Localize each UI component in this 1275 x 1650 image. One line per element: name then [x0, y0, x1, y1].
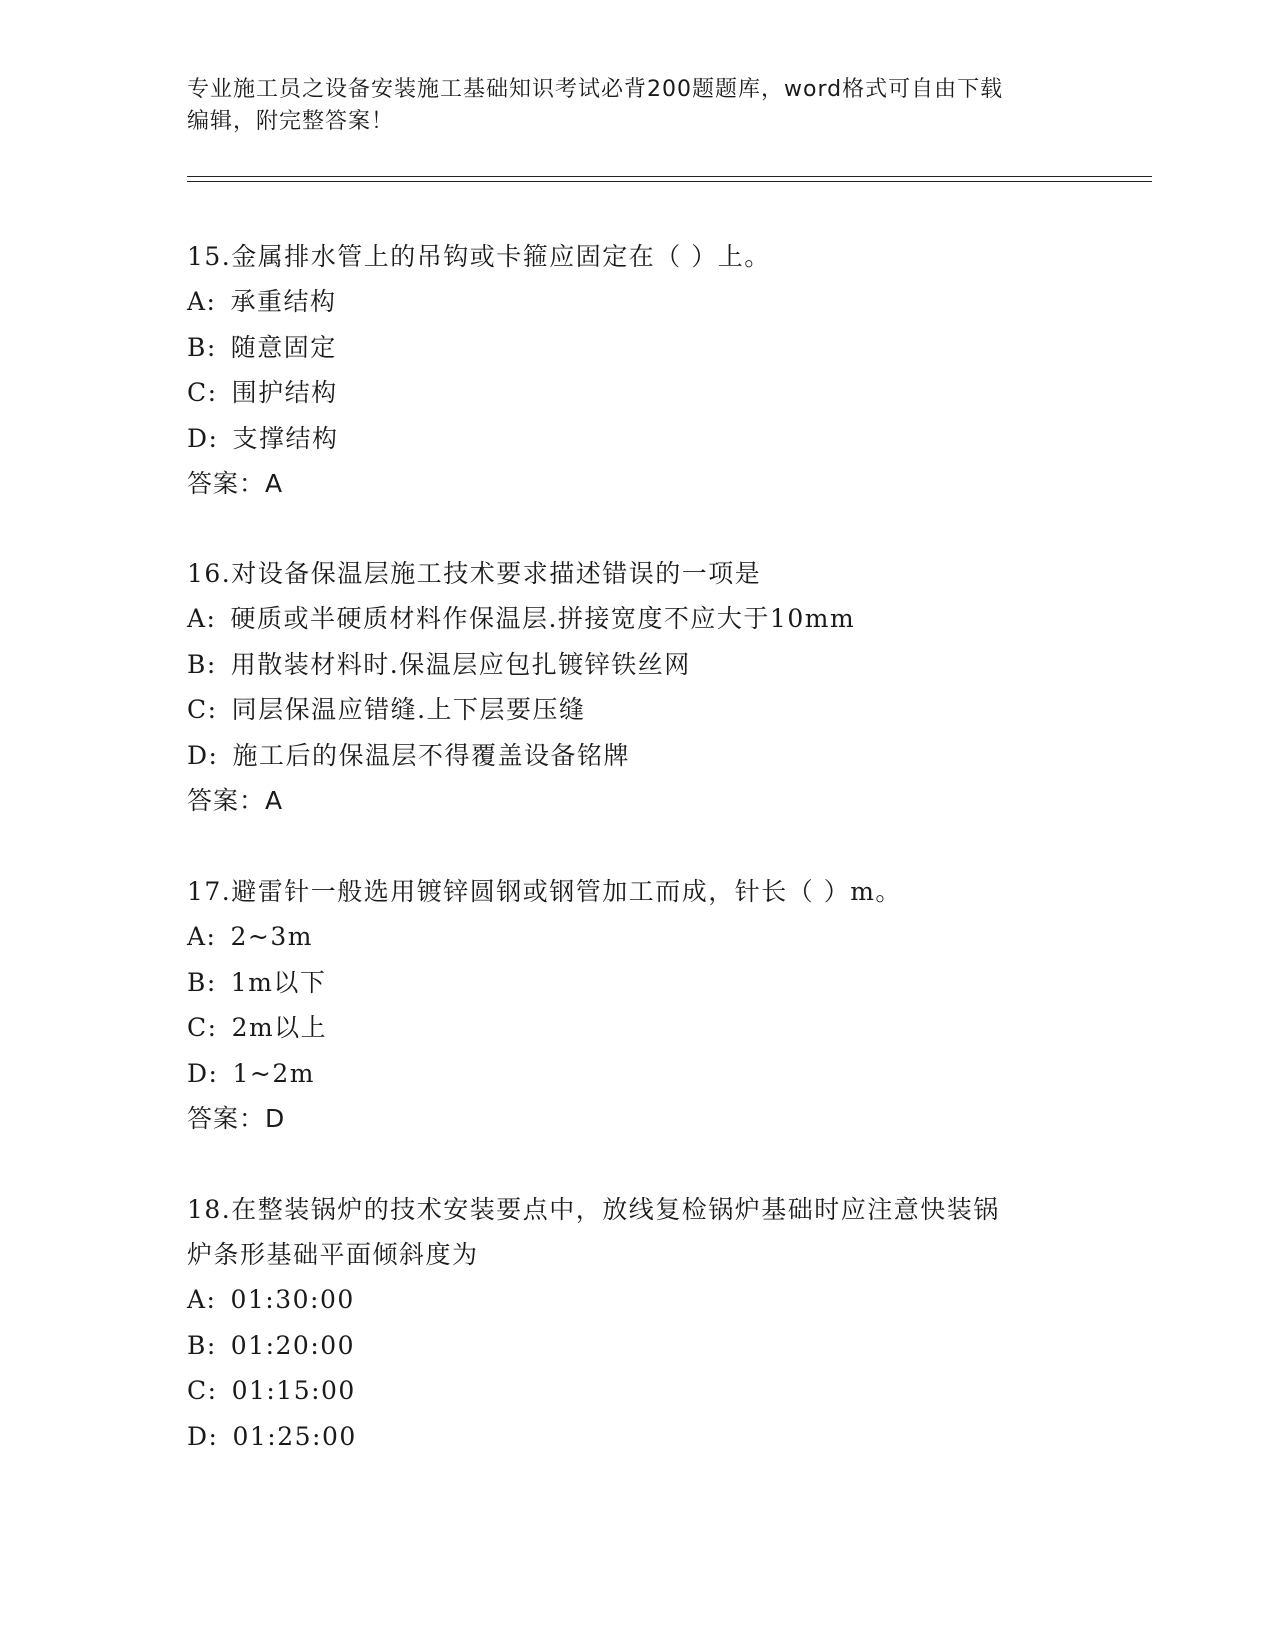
- option-text: 1m以下: [230, 967, 327, 997]
- option-d: [187, 416, 1117, 462]
- option-letter: D:: [187, 423, 219, 453]
- option-b: [187, 1323, 1117, 1369]
- option-c: [187, 1368, 1117, 1414]
- option-c: [187, 1005, 1117, 1051]
- option-b: [187, 325, 1117, 371]
- option-a: [187, 279, 1117, 325]
- option-text: 01:20:00: [230, 1330, 356, 1360]
- option-letter: C:: [187, 378, 218, 407]
- answer-label: 答案：A: [187, 786, 284, 815]
- option-c: [187, 687, 1117, 733]
- option-letter: B:: [187, 1330, 217, 1360]
- option-b: [187, 960, 1117, 1006]
- option-text: 1~2m: [232, 1058, 315, 1088]
- option-text: 用散装材料时.保温层应包扎镀锌铁丝网: [230, 649, 691, 679]
- question-text-line-2: 炉条形基础平面倾斜度为: [187, 1240, 479, 1269]
- option-letter: C:: [187, 695, 218, 724]
- option-letter: B:: [187, 649, 217, 679]
- option-letter: A:: [187, 922, 217, 951]
- header-line-1: 专业施工员之设备安装施工基础知识考试必背200题题库，word格式可自由下载: [187, 77, 1004, 102]
- option-c: [187, 370, 1117, 416]
- option-text: 围护结构: [231, 378, 338, 407]
- question-text: 17.避雷针一般选用镀锌圆钢或钢管加工而成，针长（ ）m。: [187, 877, 902, 906]
- option-a: [187, 596, 1117, 642]
- option-letter: D:: [187, 740, 219, 770]
- option-letter: B:: [187, 967, 217, 997]
- option-a: [187, 914, 1117, 960]
- option-letter: B:: [187, 332, 217, 362]
- option-text: 2m以上: [231, 1013, 328, 1042]
- option-b: [187, 642, 1117, 688]
- option-text: 支撑结构: [232, 423, 339, 453]
- question-text: 16.对设备保温层施工技术要求描述错误的一项是: [187, 559, 762, 588]
- question-18: [187, 1187, 1117, 1459]
- header-divider-top: [187, 176, 1152, 177]
- header-divider-bottom: [187, 181, 1152, 182]
- option-text: 硬质或半硬质材料作保温层.拼接宽度不应大于10mm: [230, 604, 856, 633]
- option-text: 01:25:00: [232, 1421, 357, 1451]
- option-text: 2~3m: [230, 922, 313, 951]
- header-line-2: 编辑，附完整答案！: [187, 109, 395, 134]
- option-d: [187, 1414, 1117, 1460]
- option-d: [187, 1051, 1117, 1097]
- option-text: 01:15:00: [231, 1376, 356, 1405]
- question-17: [187, 869, 1117, 1141]
- option-letter: C:: [187, 1013, 218, 1042]
- question-text-line-1: 18.在整装锅炉的技术安装要点中，放线复检锅炉基础时应注意快装锅: [187, 1195, 1000, 1224]
- option-text: 01:30:00: [230, 1285, 355, 1314]
- answer-label: 答案：D: [187, 1104, 286, 1133]
- document-header: [187, 74, 1087, 138]
- option-text: 随意固定: [230, 332, 337, 362]
- option-letter: C:: [187, 1376, 218, 1405]
- option-a: [187, 1277, 1117, 1323]
- option-letter: A:: [187, 287, 217, 316]
- question-text: 15.金属排水管上的吊钩或卡箍应固定在（ ）上。: [187, 242, 771, 271]
- option-text: 承重结构: [230, 287, 337, 316]
- option-letter: A:: [187, 604, 217, 633]
- option-d: [187, 733, 1117, 779]
- option-letter: D:: [187, 1058, 219, 1088]
- question-15: [187, 234, 1117, 506]
- option-text: 同层保温应错缝.上下层要压缝: [231, 695, 586, 724]
- answer-label: 答案：A: [187, 469, 284, 498]
- option-letter: D:: [187, 1421, 219, 1451]
- option-letter: A:: [187, 1285, 217, 1314]
- option-text: 施工后的保温层不得覆盖设备铭牌: [232, 740, 630, 770]
- question-16: [187, 551, 1117, 823]
